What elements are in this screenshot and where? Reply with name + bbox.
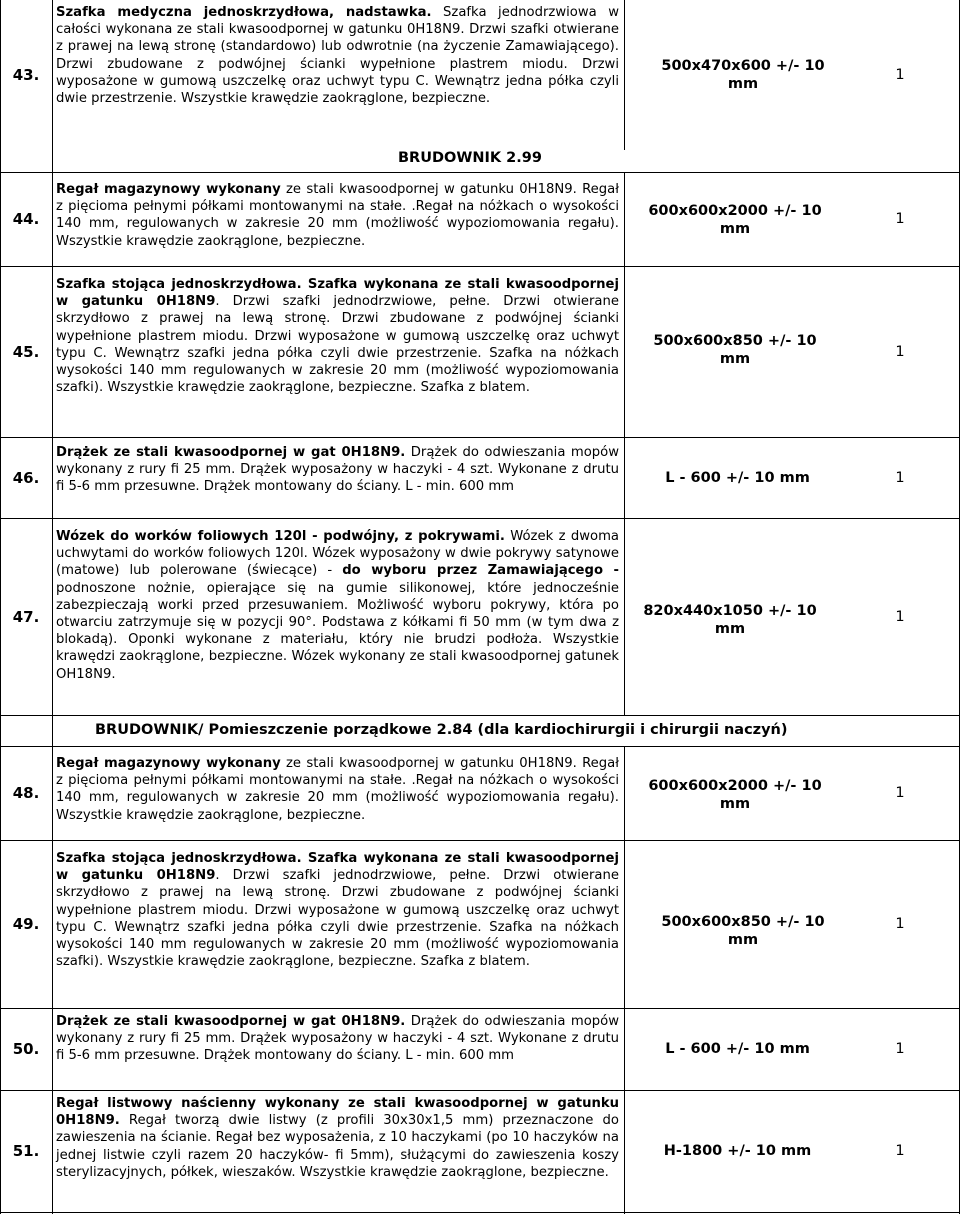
row-dimensions: 600x600x2000 +/- 10 mm [648,203,822,237]
row-description: Regał magazynowy wykonany ze stali kwasoodpornej w gatunku 0H18N9. Regał z pięcioma pełnymi półkami montowanymi na stałe. .Regał na nóżkach o wysokości 140 mm, regulowanych w zakresie 20 mm (możliwość wypoziomowania regału). Wszystkie krawędzie zaokrąglone, bezpieczne. [56,756,619,823]
row-quantity: 1 [895,67,905,83]
row-number: 51. [12,1142,40,1160]
row-quantity: 1 [895,785,905,801]
row-quantity: 1 [895,608,905,625]
section-header: BRUDOWNIK/ Pomieszczenie porządkowe 2.84 (dla kardiochirurgii i chirurgii naczyń) [95,722,788,738]
row-number: 46. [12,468,40,487]
row-dimensions: 500x600x850 +/- 10 mm [661,914,825,948]
row-dimensions: 500x600x850 +/- 10 mm [653,333,817,367]
row-dimensions: 600x600x2000 +/- 10 mm [648,778,822,812]
row-quantity: 1 [895,1041,905,1057]
grid-line [624,746,625,1214]
row-description: Drążek ze stali kwasoodpornej w gat 0H18N9. Drążek do odwieszania mopów wykonany z rury fi 25 mm. Drążek wyposażony w haczyki - 4 szt. Wykonane z drutu fi 5-6 mm przesuwne. Drążek montowany do ściany. L - min. 600 mm [56,445,619,495]
grid-line [0,746,960,747]
row-description: Szafka stojąca jednoskrzydłowa. Szafka wykonana ze stali kwasoodpornej w gatunku 0H18N9. Drzwi szafki jednodrzwiowe, pełne. Drzwi otwierane skrzydłowo z prawej na lewą stronę. Drzwi zbudowane z podwójnej ścianki wypełnione plastrem miodu. Drzwi wyposażone w gumową uszczelkę oraz uchwyt typu C. Wewnątrz szafki jedna półka czyli dwie przestrzenie. Szafka na nóżkach wysokości 140 mm regulowanych w zakresie 20 mm (możliwość wypoziomowania szafki). Wszystkie krawędzie zaokrąglone, bezpieczne. Szafka z blatem. [56,851,619,970]
row-description: Drążek ze stali kwasoodpornej w gat 0H18N9. Drążek do odwieszania mopów wykonany z rury fi 25 mm. Drążek wyposażony w haczyki - 4 szt. Wykonane z drutu fi 5-6 mm przesuwne. Drążek montowany do ściany. L - min. 600 mm [56,1014,619,1064]
row-quantity: 1 [895,916,905,932]
grid-line [624,172,625,715]
row-description: Regał listwowy naścienny wykonany ze stali kwasoodpornej w gatunku 0H18N9. Regał tworzą dwie listwy (z profili 30x30x1,5 mm) przeznaczone do zawieszenia na ścianie. Regał bez wyposażenia, z 10 haczykami (po 10 haczyków na jednej listwie czyli razem 20 haczyków- fi 5mm), służącymi do zawieszenia koszy sterylizacyjnych, półkek, wieszaków. Wszystkie krawędzie zaokrąglone, bezpieczne. [56,1096,619,1180]
row-quantity: 1 [895,211,905,227]
row-dimensions: 500x470x600 +/- 10 mm [661,58,825,92]
row-dimensions: L - 600 +/- 10 mm [665,469,810,486]
row-number: 45. [12,342,40,361]
row-quantity: 1 [895,1143,905,1159]
grid-line [0,266,960,267]
section-header: BRUDOWNIK 2.99 [398,150,542,166]
row-quantity: 1 [895,469,905,486]
grid-line [0,172,960,173]
row-description: Wózek do worków foliowych 120l - podwójny, z pokrywami. Wózek z dwoma uchwytami do worków foliowych 120l. Wózek wyposażony w dwie pokrywy satynowe (matowe) lub polerowane (świecące) - do wyboru przez Zamawiającego - podnoszone nożnie, opierające się na gumie silikonowej, które jednocześnie zabezpieczają worki przed przesuwaniem. Możliwość wyboru pokrywy, która po otwarciu zatrzymuje się w pozycji 90°. Podstawa z kółkami fi 50 mm (w tym dwa z blokadą). Oponki wykonane z materiału, który nie brudzi podłoża. Wszystkie krawędzi zaokrąglone, bezpieczne. Wózek wykonany ze stali kwasoodpornej gatunek OH18N9. [56,529,619,682]
grid-line [624,0,625,150]
row-dimensions: L - 600 +/- 10 mm [665,1041,810,1057]
grid-line [0,1212,960,1213]
row-number: 43. [12,66,40,84]
row-description: Regał magazynowy wykonany ze stali kwasoodpornej w gatunku 0H18N9. Regał z pięcioma pełnymi półkami montowanymi na stałe. .Regał na nóżkach o wysokości 140 mm, regulowanych w zakresie 20 mm (możliwość wypoziomowania regału). Wszystkie krawędzie zaokrąglone, bezpieczne. [56,182,619,249]
row-dimensions: H-1800 +/- 10 mm [663,1143,812,1159]
row-number: 49. [12,915,40,933]
grid-line [0,518,960,519]
grid-line [0,715,960,716]
row-number: 44. [12,210,40,228]
row-number: 50. [12,1040,40,1058]
row-dimensions: 820x440x1050 +/- 10 mm [643,603,817,637]
row-description: Szafka medyczna jednoskrzydłowa, nadstawka. Szafka jednodrzwiowa w całości wykonana ze stali kwasoodpornej w gatunku 0H18N9. Drzwi szafki otwierane z prawej na lewą stronę (standardowo) lub odwrotnie (na życzenie Zamawiającego). Drzwi zbudowane z podwójnej ścianki wypełnione plastrem miodu. Drzwi wyposażone w gumową uszczelkę oraz uchwyt typu C. Wewnątrz jedna półka czyli dwie przestrzenie. Wszystkie krawędzie zaokrąglone, bezpieczne. [56,5,619,107]
grid-line [0,840,960,841]
grid-line [52,0,53,1214]
row-quantity: 1 [895,343,905,360]
row-description: Szafka stojąca jednoskrzydłowa. Szafka wykonana ze stali kwasoodpornej w gatunku 0H18N9. Drzwi szafki jednodrzwiowe, pełne. Drzwi otwierane skrzydłowo z prawej na lewą stronę. Drzwi zbudowane z podwójnej ścianki wypełnione plastrem miodu. Drzwi wyposażone w gumową uszczelkę oraz uchwyt typu C. Wewnątrz szafki jedna półka czyli dwie przestrzenie. Szafka na nóżkach wysokości 140 mm regulowanych w zakresie 20 mm (możliwość wypoziomowania szafki). Wszystkie krawędzie zaokrąglone, bezpieczne. Szafka z blatem. [56,277,619,396]
row-number: 47. [12,607,40,626]
row-number: 48. [12,784,40,802]
